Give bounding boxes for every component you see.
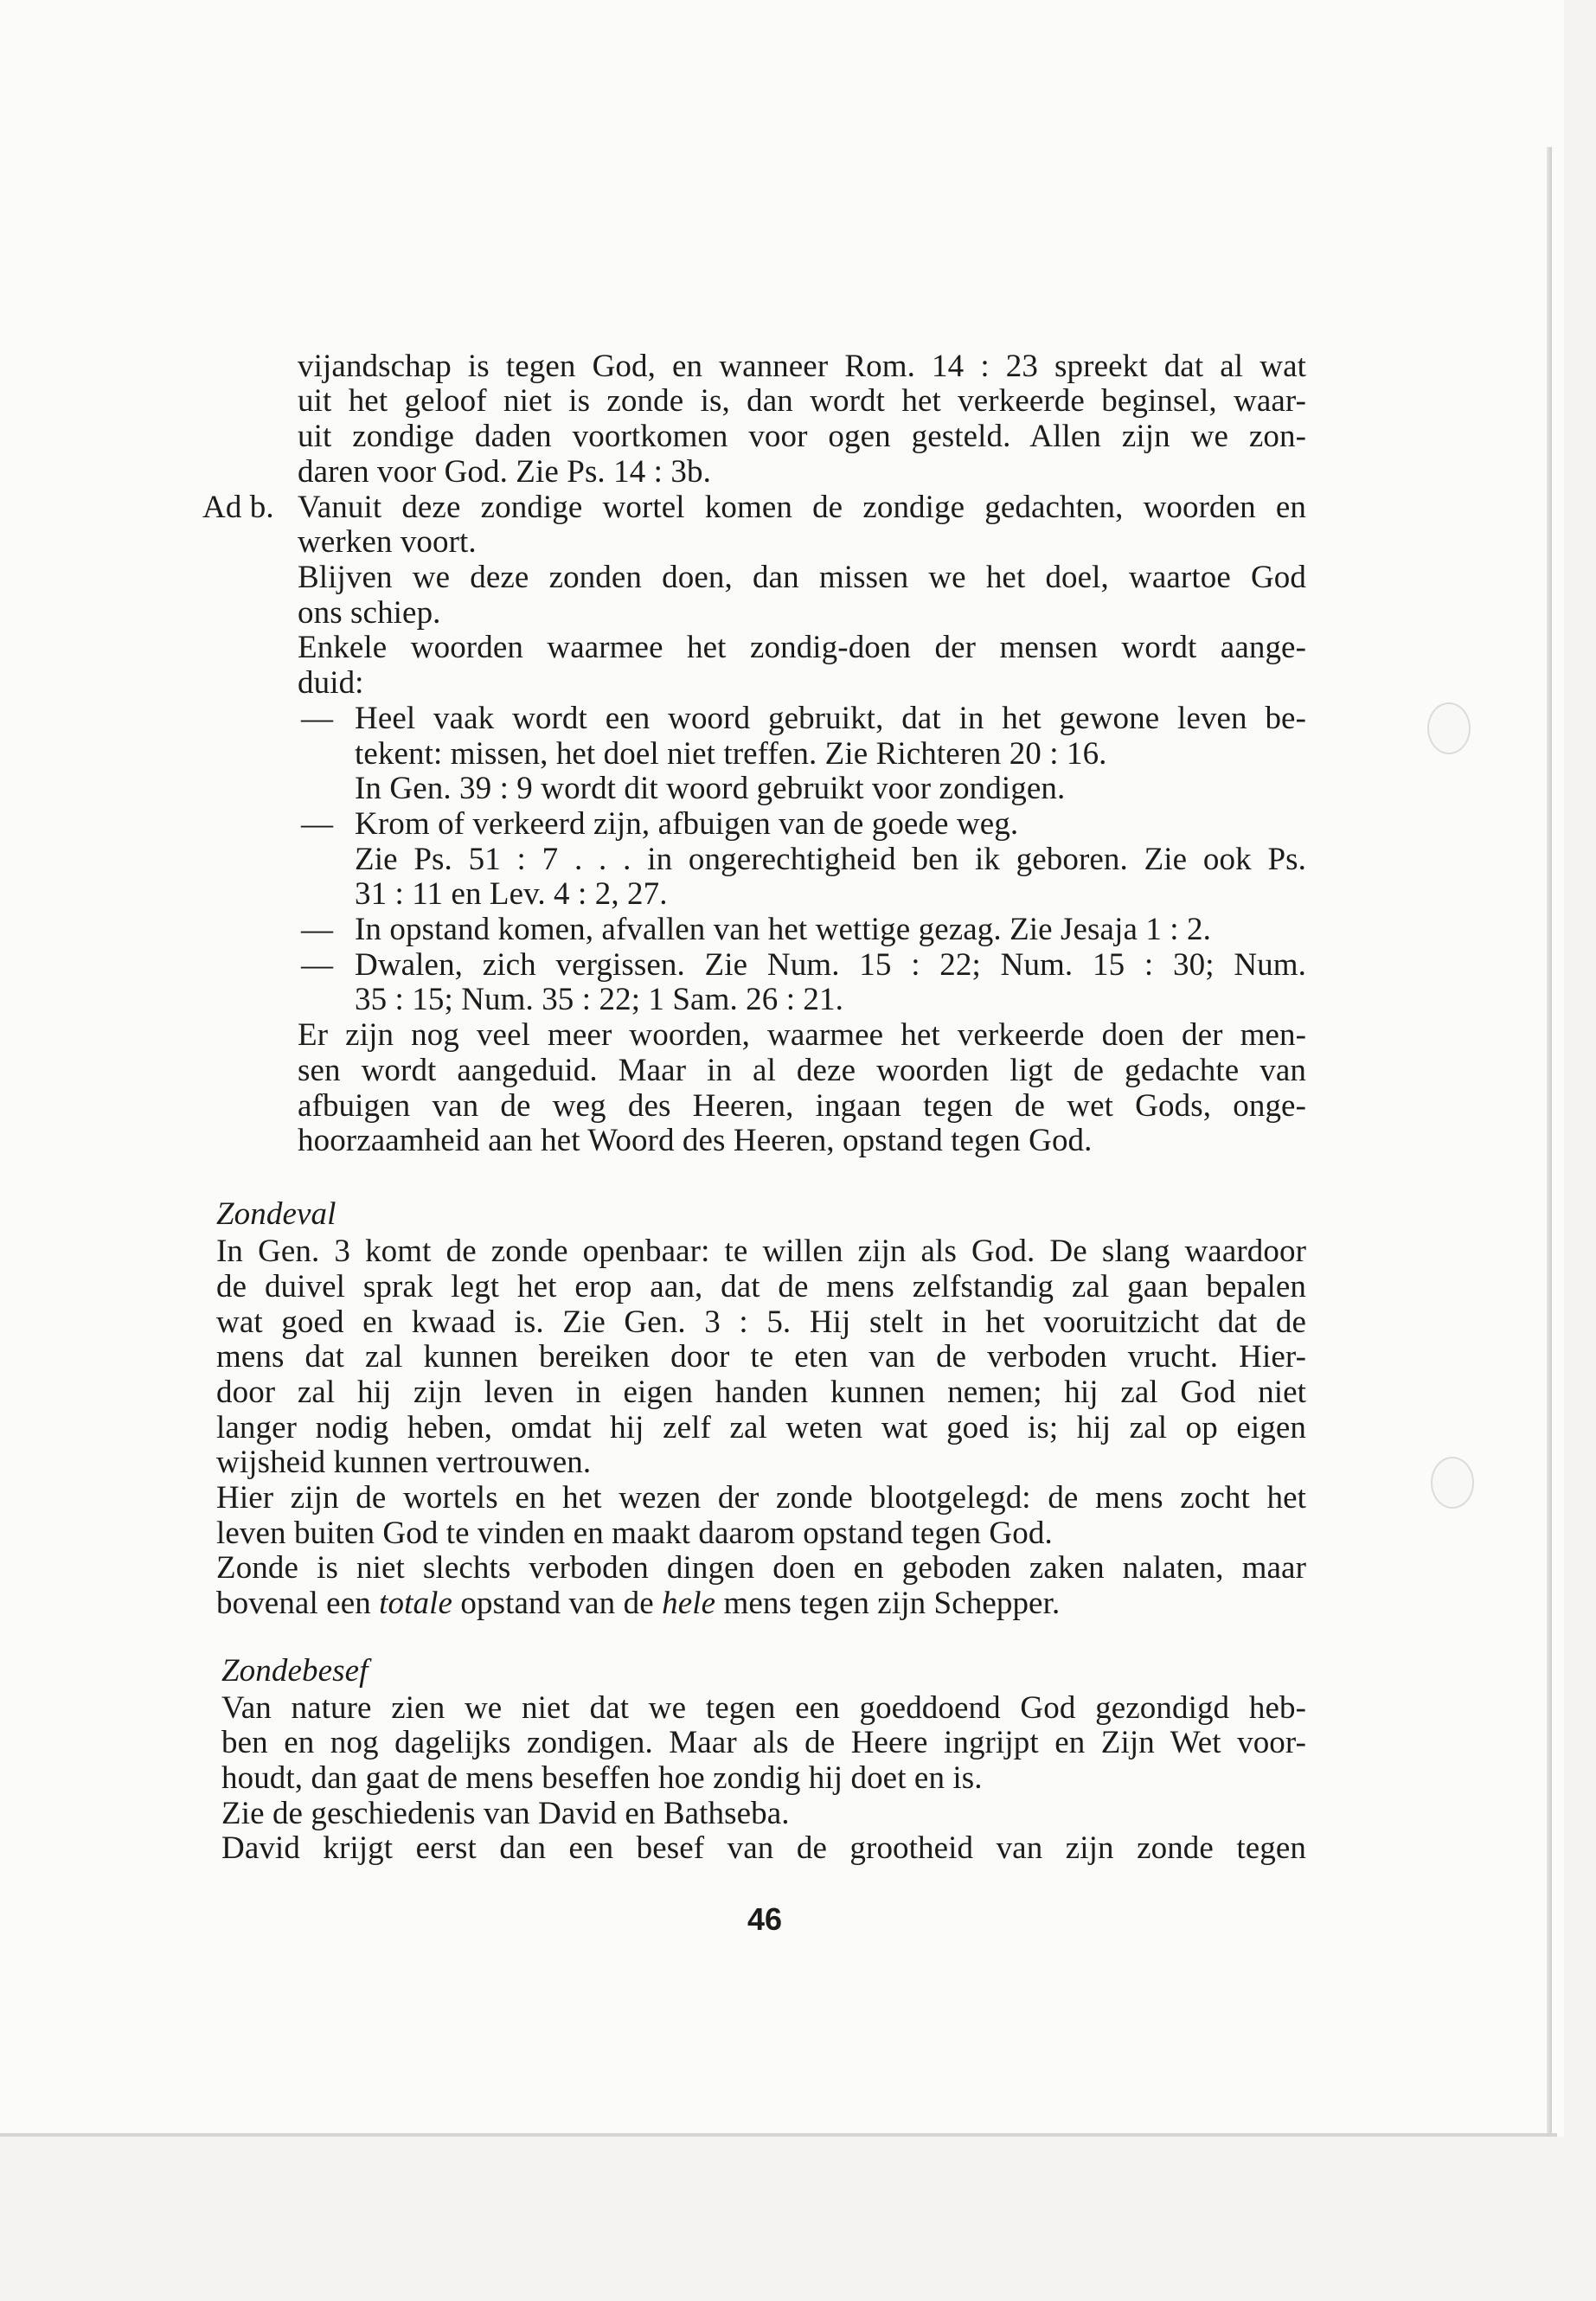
punch-hole-bottom [1431,1457,1474,1509]
list-item-line: 35 : 15; Num. 35 : 22; 1 Sam. 26 : 21. [355,982,843,1017]
text-line: werken voort. [298,524,477,560]
emphasis-hele: hele [662,1586,716,1621]
list-item-line: Krom of verkeerd zijn, afbuigen van de goede weg. [355,806,1019,842]
dash-marker: — [301,806,334,842]
text-line: daren voor God. Zie Ps. 14 : 3b. [298,454,711,490]
text-line: Zie de geschiedenis van David en Bathseba. [221,1796,790,1831]
text-line: vijandschap is tegen God, en wanneer Rom. 14 : 23 spreekt dat al wat [298,349,1306,384]
text-line: mens dat zal kunnen bereiken door te eten van de verboden vrucht. Hier- [216,1340,1306,1375]
text-line: Zonde is niet slechts verboden dingen doen en geboden zaken nalaten, maar [216,1551,1306,1586]
text-line: Er zijn nog veel meer woorden, waarmee het verkeerde doen der men- [298,1018,1306,1053]
text-line: ben en nog dagelijks zondigen. Maar als de Heere ingrijpt en Zijn Wet voor- [221,1726,1306,1760]
text-line: Van nature zien we niet dat we tegen een goeddoend God gezondigd heb- [221,1691,1306,1726]
section-heading-zondebesef: Zondebesef [221,1653,369,1689]
list-item-line: 31 : 11 en Lev. 4 : 2, 27. [355,876,668,912]
text-line: afbuigen van de weg des Heeren, ingaan tegen de wet Gods, onge- [298,1089,1306,1124]
text-line: de duivel sprak legt het erop aan, dat de mens zelfstandig zal gaan bepalen [216,1270,1306,1304]
text-line: leven buiten God te vinden en maakt daarom opstand tegen God. [216,1516,1053,1551]
text-line: Hier zijn de wortels en het wezen der zonde blootgelegd: de mens zocht het [216,1481,1306,1516]
text-line-with-emphasis [216,1586,1060,1622]
list-item-line: tekent: missen, het doel niet treffen. Zie Richteren 20 : 16. [355,736,1107,772]
list-item-line: In Gen. 39 : 9 wordt dit woord gebruikt voor zondigen. [355,771,1066,806]
section-heading-zondeval: Zondeval [216,1196,337,1232]
list-item-line: In opstand komen, afvallen van het wettige gezag. Zie Jesaja 1 : 2. [355,912,1211,947]
text-line: duid: [298,665,364,701]
text-line: David krijgt eerst dan een besef van de grootheid van zijn zonde tegen [221,1831,1306,1866]
text-line: hoorzaamheid aan het Woord des Heeren, opstand tegen God. [298,1123,1093,1158]
page-number: 46 [747,1901,783,1937]
list-item-line: Zie Ps. 51 : 7 . . . in ongerechtigheid ben ik geboren. Zie ook Ps. [355,843,1306,877]
list-item-line: Heel vaak wordt een woord gebruikt, dat in het gewone leven be- [355,702,1306,736]
text-line: wijsheid kunnen vertrouwen. [216,1445,592,1480]
text-line: houdt, dan gaat de mens beseffen hoe zondig hij doet en is. [221,1760,983,1796]
text-span: opstand van de [452,1586,663,1621]
text-line: sen wordt aangeduid. Maar in al deze woorden ligt de gedachte van [298,1054,1306,1088]
text-line: ons schiep. [298,595,441,631]
text-span: mens tegen zijn Schepper. [715,1586,1061,1621]
list-item-line: Dwalen, zich vergissen. Zie Num. 15 : 22; Num. 15 : 30; Num. [355,948,1306,983]
punch-hole-top [1427,702,1471,754]
page-edge-right [1547,147,1552,2137]
emphasis-totale: totale [379,1586,453,1621]
text-line: Enkele woorden waarmee het zondig-doen der mensen wordt aange- [298,631,1306,665]
text-line: uit zondige daden voortkomen voor ogen gesteld. Allen zijn we zon- [298,420,1306,454]
text-line: In Gen. 3 komt de zonde openbaar: te willen zijn als God. De slang waardoor [216,1234,1306,1269]
text-line: Blijven we deze zonden doen, dan missen we het doel, waartoe God [298,561,1306,595]
dash-marker: — [301,947,334,983]
text-line: langer nodig heben, omdat hij zelf zal weten wat goed is; hij zal op eigen [216,1411,1306,1445]
text-line: Vanuit deze zondige wortel komen de zondige gedachten, woorden en [298,490,1306,525]
page-edge-bottom [0,2133,1557,2137]
dash-marker: — [301,912,334,947]
text-span: bovenal een [216,1586,380,1621]
dash-marker: — [301,701,334,736]
text-line: wat goed en kwaad is. Zie Gen. 3 : 5. Hij stelt in het vooruitzicht dat de [216,1305,1306,1340]
text-line: uit het geloof niet is zonde is, dan wordt het verkeerde beginsel, waar- [298,384,1306,419]
ad-b-label: Ad b. [202,490,274,525]
text-line: door zal hij zijn leven in eigen handen kunnen nemen; hij zal God niet [216,1375,1306,1410]
